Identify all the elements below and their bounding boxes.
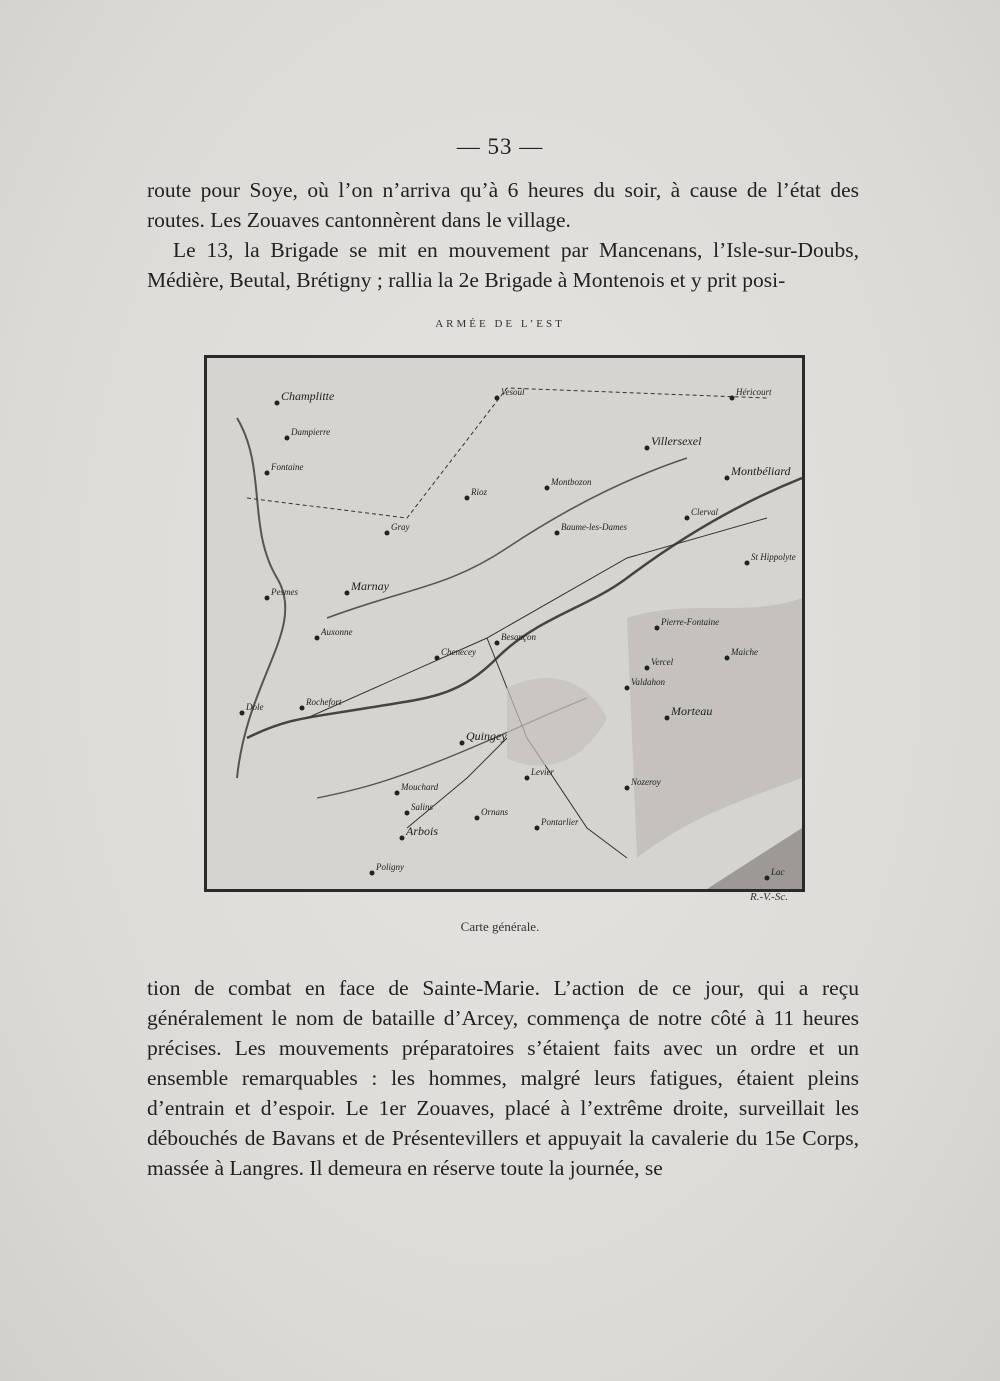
town-marker	[685, 516, 690, 521]
town-marker	[265, 596, 270, 601]
town-marker	[385, 531, 390, 536]
map-place-label: Pontarlier	[541, 817, 579, 827]
map-place-label: Valdahon	[631, 677, 666, 687]
map-place-label: Pesmes	[271, 587, 298, 597]
map-illustration	[204, 355, 805, 892]
map-place-label: St Hippolyte	[751, 552, 796, 562]
map-place-label: Poligny	[376, 862, 404, 872]
town-marker	[745, 561, 750, 566]
bottom-text	[147, 973, 859, 1183]
map-place-label: Salins	[411, 802, 434, 812]
town-marker	[725, 476, 730, 481]
town-marker	[545, 486, 550, 491]
town-marker	[725, 656, 730, 661]
town-marker	[435, 656, 440, 661]
map-place-label: Rochefort	[306, 697, 342, 707]
map-drawing	[207, 358, 802, 889]
town-marker	[475, 816, 480, 821]
town-marker	[625, 686, 630, 691]
map-place-label: Baume-les-Dames	[561, 522, 627, 532]
town-marker	[665, 716, 670, 721]
town-marker	[525, 776, 530, 781]
town-marker	[265, 471, 270, 476]
map-place-label: Mouchard	[401, 782, 439, 792]
map-place-label: Vercel	[651, 657, 674, 667]
town-marker	[535, 826, 540, 831]
town-marker	[555, 531, 560, 536]
map-place-label: Besançon	[501, 632, 536, 642]
map-place-label: Villersexel	[651, 434, 702, 448]
map-place-label: Dampierre	[291, 427, 331, 437]
town-marker	[765, 876, 770, 881]
town-marker	[275, 401, 280, 406]
town-marker	[395, 791, 400, 796]
map-place-label: Marnay	[351, 579, 389, 593]
map-place-label: Auxonne	[321, 627, 353, 637]
map-place-label: Arbois	[406, 824, 439, 838]
map-place-label: Lac	[771, 867, 785, 877]
paragraph-1: route pour Soye, où l’on n’arriva qu’à 6 heures du soir, à cause de l’état des routes. Les Zouaves cantonnèrent dans le village.	[147, 178, 859, 232]
map-place-label: Dole	[246, 702, 264, 712]
town-marker	[285, 436, 290, 441]
map-place-label: Maiche	[731, 647, 758, 657]
map-place-label: Levier	[531, 767, 554, 777]
map-place-label: Gray	[391, 522, 410, 532]
map-place-label: Ornans	[481, 807, 509, 817]
town-marker	[645, 446, 650, 451]
map-place-label: Montbéliard	[731, 464, 791, 478]
town-marker	[460, 741, 465, 746]
town-marker	[315, 636, 320, 641]
paragraph-3: tion de combat en face de Sainte-Marie. L’action de ce jour, qui a reçu généralement le nom de bataille d’Arcey, commença de notre côté à 11 heures précises. Les mouvements préparatoires s’étaient faits avec un ordre et un ensemble remarquables : les hommes, malgré leurs fatigues, étaient pleins d’entrain et d’espoir. Le 1er Zouaves, placé à l’extrême droite, surveillait les débouchés de Bavans et de Présentevillers et appuyait la cavalerie du 15e Corps, massée à Langres. Il demeura en réserve toute la journée, se	[147, 976, 859, 1180]
page-number: — 53 —	[456, 134, 544, 159]
town-marker	[645, 666, 650, 671]
map-place-label: Chenecey	[441, 647, 476, 657]
town-marker	[625, 786, 630, 791]
town-marker	[465, 496, 470, 501]
map-place-label: Montbozon	[551, 477, 592, 487]
town-marker	[400, 836, 405, 841]
map-place-label: Rioz	[471, 487, 488, 497]
town-marker	[240, 711, 245, 716]
town-marker	[730, 396, 735, 401]
paragraph-2: Le 13, la Brigade se mit en mouvement par Mancenans, l’Isle-sur-Doubs, Médière, Beutal, Brétigny ; rallia la 2e Brigade à Montenois et y prit posi-	[147, 238, 859, 292]
map-place-label: Clerval	[691, 507, 718, 517]
map-title: ARMÉE DE L’EST	[435, 318, 565, 330]
town-marker	[405, 811, 410, 816]
town-marker	[495, 641, 500, 646]
town-marker	[300, 706, 305, 711]
map-place-label: Vesoul	[501, 387, 525, 397]
map-place-label: Quingey	[466, 729, 507, 743]
town-marker	[655, 626, 660, 631]
map-place-label: Pierre-Fontaine	[661, 617, 720, 627]
engraver-mark: R.-V.-Sc.	[750, 891, 788, 903]
town-marker	[495, 396, 500, 401]
top-text	[147, 175, 859, 295]
map-place-label: Morteau	[671, 704, 713, 718]
map-place-label: Héricourt	[736, 387, 772, 397]
town-marker	[345, 591, 350, 596]
town-marker	[370, 871, 375, 876]
map-place-label: Fontaine	[271, 462, 304, 472]
map-place-label: Champlitte	[281, 389, 335, 403]
map-place-label: Nozeroy	[631, 777, 661, 787]
map-caption: Carte générale.	[460, 919, 540, 934]
